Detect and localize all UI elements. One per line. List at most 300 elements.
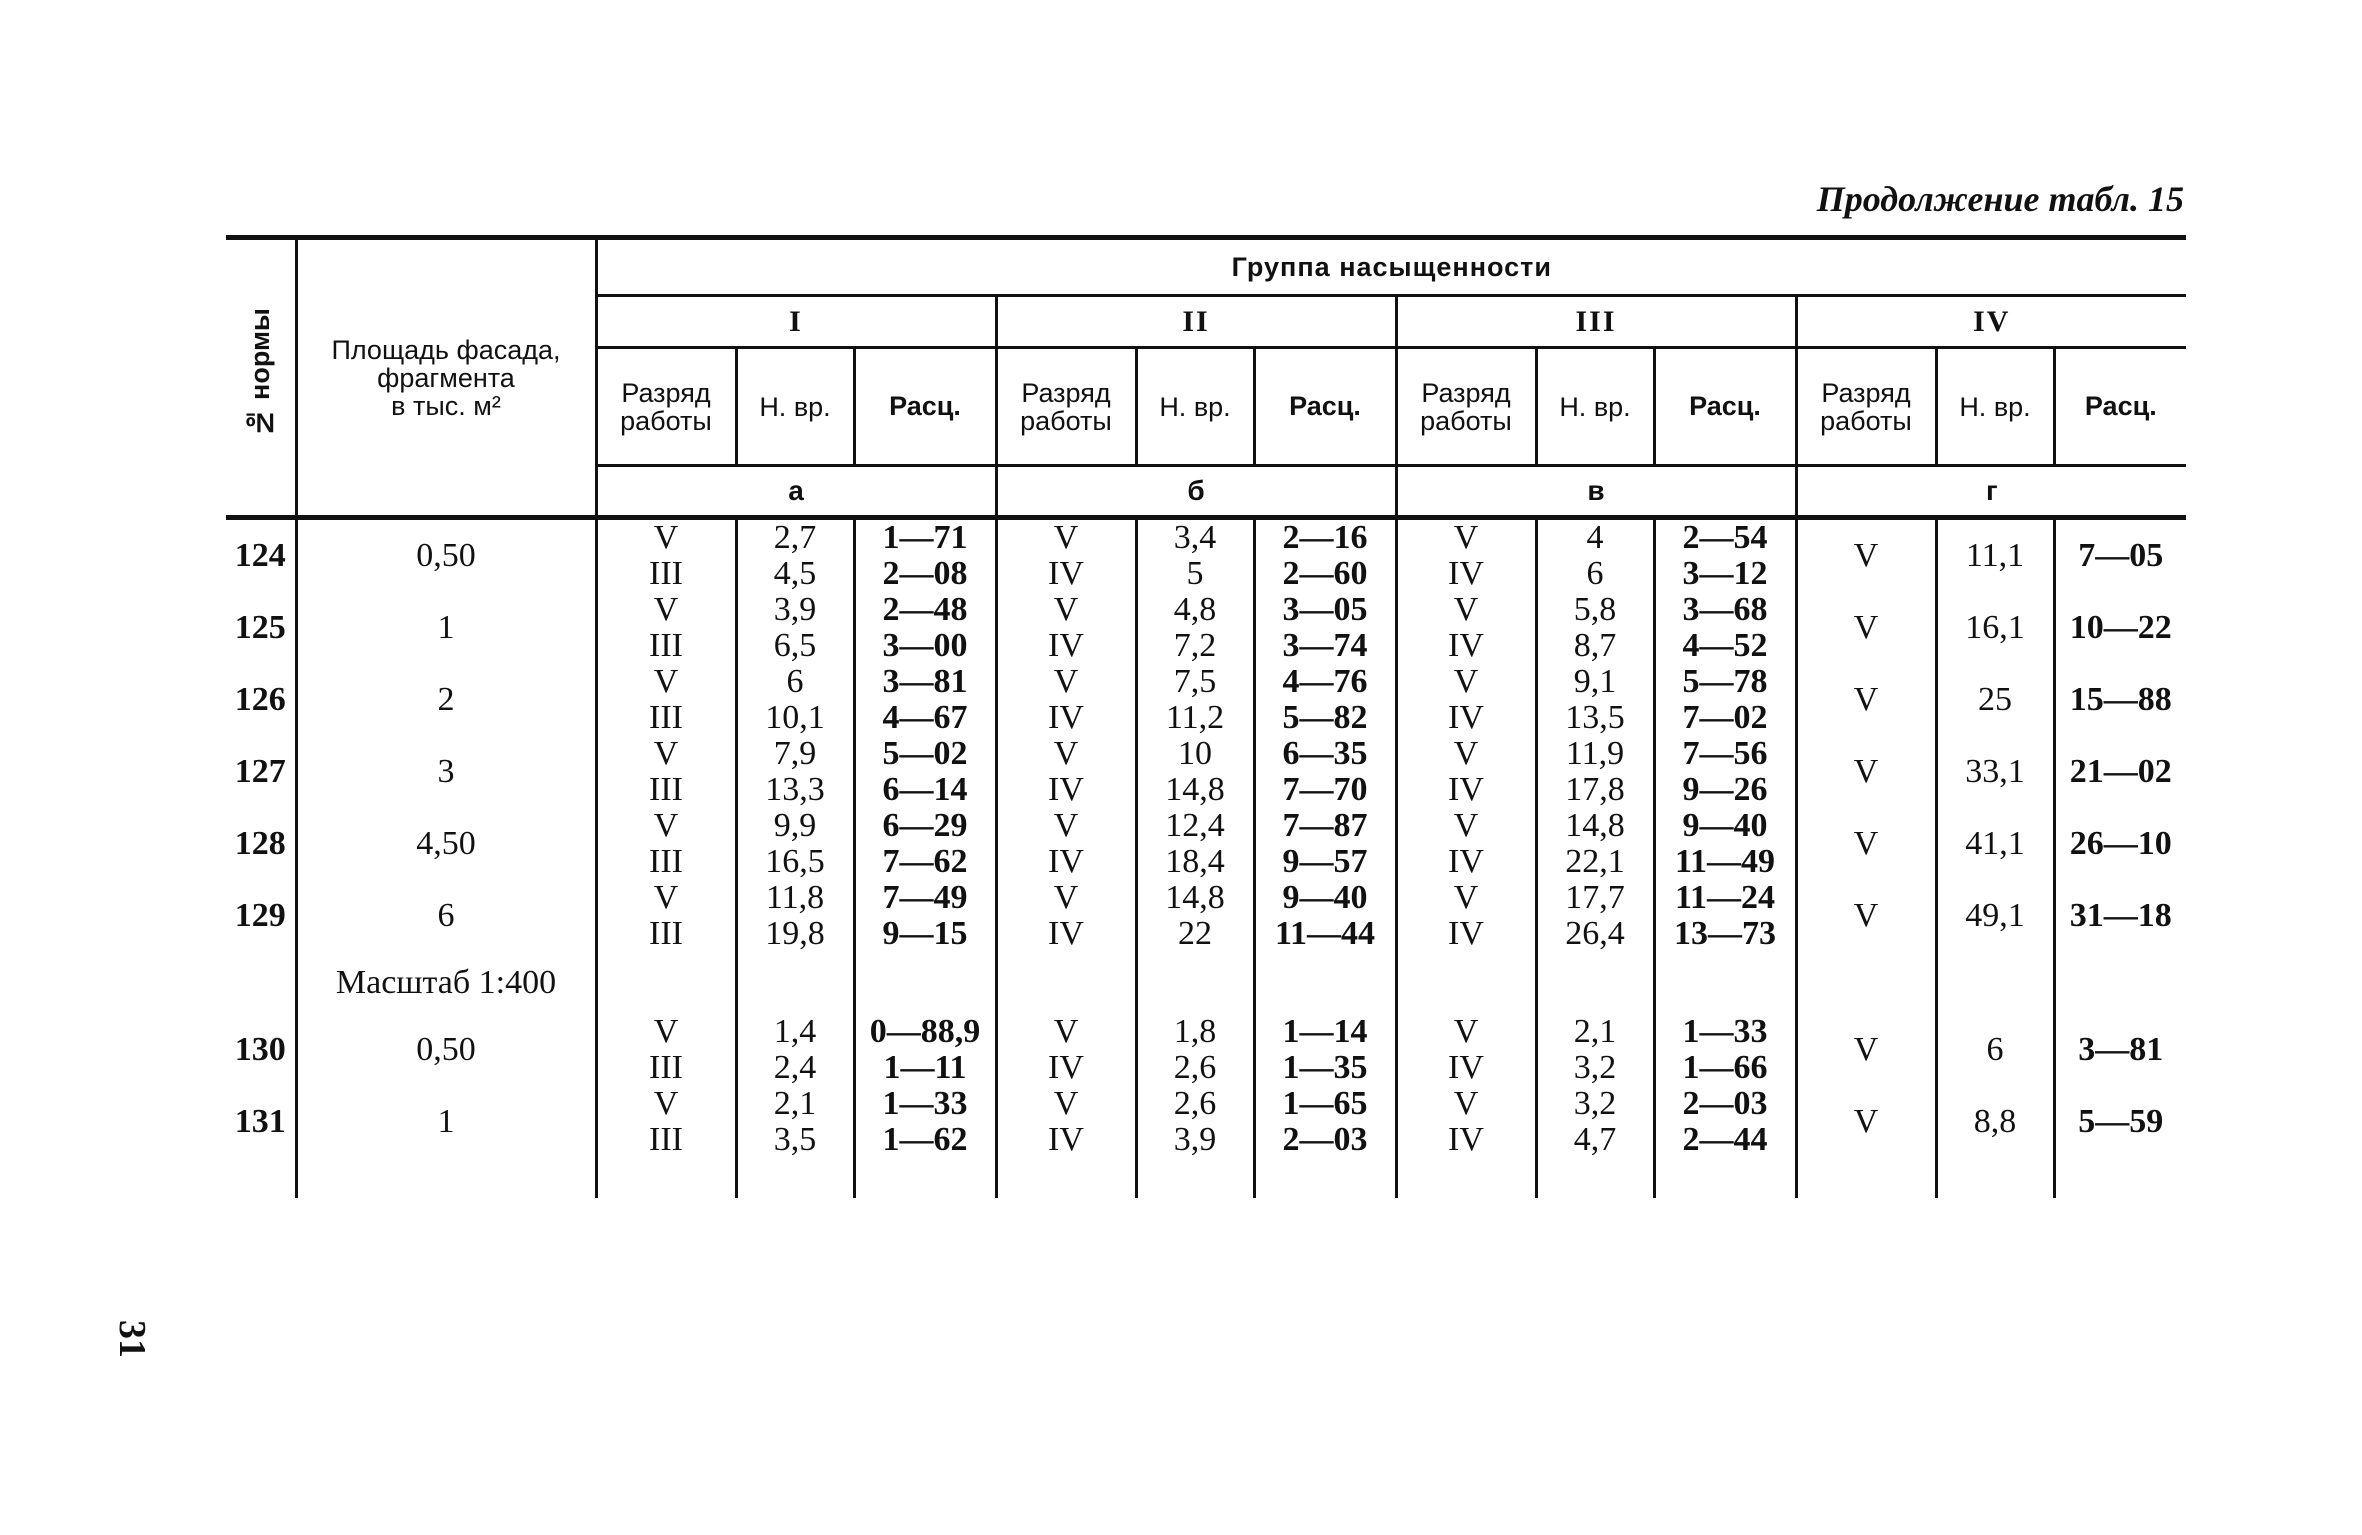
grade-cell: V — [1796, 736, 1936, 808]
cell-line: 9—15 — [882, 915, 968, 952]
scale-row — [226, 952, 2186, 1014]
empty-cell — [1796, 952, 1936, 1014]
cell-line: 0—88,9 — [869, 1013, 981, 1050]
cell-line: 9—40 — [1282, 879, 1368, 916]
grade-cell — [596, 592, 736, 664]
cell-line: IV — [1048, 771, 1084, 808]
cell-line: 17,7 — [1565, 879, 1625, 916]
cell-line: 9—57 — [1282, 843, 1368, 880]
grade-cell — [1396, 664, 1536, 736]
cell-line: 3,9 — [1173, 1121, 1217, 1158]
grade-cell: V — [1796, 808, 1936, 880]
cell-line: 10,1 — [765, 699, 825, 736]
cell-line: 7—70 — [1282, 771, 1368, 808]
cell-line: 9—40 — [1682, 807, 1768, 844]
empty-cell — [736, 1158, 854, 1198]
cell-line: IV — [1048, 843, 1084, 880]
grade-header-line: работы — [1820, 405, 1912, 436]
cell-line: 22,1 — [1565, 843, 1625, 880]
grade-cell — [1396, 1014, 1536, 1086]
rate-cell: 5—59 — [2054, 1086, 2186, 1158]
empty-cell — [854, 952, 996, 1014]
cell-line: 4 — [1586, 519, 1604, 556]
grade-cell — [596, 736, 736, 808]
cell-line: 3,2 — [1573, 1049, 1617, 1086]
cell-line: 11,2 — [1165, 699, 1225, 736]
cell-line: 2—54 — [1682, 519, 1768, 556]
cell-line: 1—11 — [883, 1049, 967, 1086]
cell-line: 3,2 — [1573, 1085, 1617, 1122]
cell-line: V — [653, 879, 679, 916]
rate-cell: 7—05 — [2054, 518, 2186, 593]
grade-header-line: Разряд — [621, 377, 711, 408]
cell-line: IV — [1048, 1121, 1084, 1158]
time-cell — [736, 1086, 854, 1158]
cell-line: 3—05 — [1282, 591, 1368, 628]
grade-cell — [996, 518, 1136, 593]
time-cell — [1136, 736, 1254, 808]
rate-column-header: Расц. — [1254, 348, 1396, 466]
cell-line: 3—74 — [1282, 627, 1368, 664]
rate-cell — [1254, 664, 1396, 736]
cell-line: 4,8 — [1173, 591, 1217, 628]
empty-cell — [1654, 1158, 1796, 1198]
rate-cell: 10—22 — [2054, 592, 2186, 664]
time-cell: 11,1 — [1936, 518, 2054, 593]
empty-cell — [996, 952, 1136, 1014]
cell-line: 3—12 — [1682, 555, 1768, 592]
facade-area: 2 — [296, 664, 596, 736]
cell-line: V — [1053, 1085, 1079, 1122]
cell-line: 1,4 — [773, 1013, 817, 1050]
empty-cell — [596, 952, 736, 1014]
cell-line: V — [1053, 519, 1079, 556]
cell-line: 3—68 — [1682, 591, 1768, 628]
cell-line: 2—44 — [1682, 1121, 1768, 1158]
saturation-group-header: Группа насыщенности — [596, 238, 2186, 296]
cell-line: 2—16 — [1282, 519, 1368, 556]
rate-cell — [854, 1014, 996, 1086]
empty-cell — [1654, 952, 1796, 1014]
cell-line: V — [1053, 807, 1079, 844]
cell-line: 1—66 — [1682, 1049, 1768, 1086]
facade-area: 0,50 — [296, 1014, 596, 1086]
table-row — [226, 518, 2186, 593]
time-cell — [1536, 736, 1654, 808]
grade-cell — [596, 518, 736, 593]
cell-line: IV — [1048, 555, 1084, 592]
norm-number: 127 — [234, 753, 286, 790]
cell-line: 4—67 — [882, 699, 968, 736]
cell-line: IV — [1048, 627, 1084, 664]
time-cell: 49,1 — [1936, 880, 2054, 952]
scale-label: Масштаб 1:400 — [296, 952, 596, 1014]
cell-line: IV — [1048, 1049, 1084, 1086]
time-cell — [1136, 808, 1254, 880]
grade-cell — [996, 736, 1136, 808]
grade-cell — [1396, 808, 1536, 880]
cell-line: 3—00 — [882, 627, 968, 664]
grade-header-line: работы — [620, 405, 712, 436]
time-cell — [736, 1014, 854, 1086]
grade-cell — [596, 1086, 736, 1158]
cell-line: III — [649, 627, 683, 664]
group-header-2: II — [996, 296, 1396, 348]
cell-line: III — [649, 915, 683, 952]
time-cell: 16,1 — [1936, 592, 2054, 664]
time-cell: 25 — [1936, 664, 2054, 736]
area-header — [296, 238, 596, 518]
rate-column-header: Расц. — [2054, 348, 2186, 466]
cell-line: 12,4 — [1165, 807, 1225, 844]
time-cell: 41,1 — [1936, 808, 2054, 880]
norm-number-header — [226, 238, 296, 518]
rate-cell — [1654, 1086, 1796, 1158]
time-cell: 6 — [1936, 1014, 2054, 1086]
rate-cell — [1254, 808, 1396, 880]
cell-line: IV — [1448, 771, 1484, 808]
cell-line: 4—52 — [1682, 627, 1768, 664]
cell-line: 2—03 — [1682, 1085, 1768, 1122]
time-cell — [736, 592, 854, 664]
cell-line: III — [649, 699, 683, 736]
cell-line: III — [649, 843, 683, 880]
time-cell — [736, 808, 854, 880]
cell-line: V — [1453, 1013, 1479, 1050]
cell-line: V — [1453, 663, 1479, 700]
cell-line: 7—49 — [882, 879, 968, 916]
cell-line: 17,8 — [1565, 771, 1625, 808]
cell-line: 11—49 — [1674, 843, 1776, 880]
sub-letter-g: г — [1796, 466, 2186, 518]
norm-number: 126 — [234, 681, 286, 718]
cell-line: IV — [1448, 1049, 1484, 1086]
empty-cell — [1536, 952, 1654, 1014]
cell-line: IV — [1448, 843, 1484, 880]
time-cell — [736, 518, 854, 593]
cell-line: 2—03 — [1282, 1121, 1368, 1158]
time-cell — [1536, 592, 1654, 664]
grade-cell — [996, 664, 1136, 736]
cell-line: 6—35 — [1282, 735, 1368, 772]
rate-cell — [1654, 1014, 1796, 1086]
cell-line: IV — [1448, 555, 1484, 592]
rate-cell — [1254, 736, 1396, 808]
rate-cell: 15—88 — [2054, 664, 2186, 736]
time-cell — [1136, 1014, 1254, 1086]
time-cell — [1536, 1086, 1654, 1158]
rate-cell — [854, 518, 996, 593]
table-body — [226, 518, 2186, 1199]
cell-line: 14,8 — [1565, 807, 1625, 844]
grade-cell — [1396, 736, 1536, 808]
grade-cell — [996, 808, 1136, 880]
empty-cell — [736, 952, 854, 1014]
rate-cell — [854, 880, 996, 952]
cell-line: IV — [1448, 915, 1484, 952]
cell-line: 7,2 — [1173, 627, 1217, 664]
cell-line: V — [653, 519, 679, 556]
grade-cell — [1396, 518, 1536, 593]
cell-line: 22 — [1178, 915, 1212, 952]
grade-header-line: Разряд — [1821, 377, 1911, 408]
cell-line: V — [653, 1085, 679, 1122]
time-cell — [736, 664, 854, 736]
time-column-header: Н. вр. — [1536, 348, 1654, 466]
cell-line: 4—76 — [1282, 663, 1368, 700]
table-row — [226, 664, 2186, 736]
grade-cell — [996, 1086, 1136, 1158]
cell-line: 6 — [786, 663, 804, 700]
grade-cell — [596, 808, 736, 880]
empty-cell — [1396, 952, 1536, 1014]
table-end-spacer — [226, 1158, 2186, 1198]
rate-cell — [1254, 1014, 1396, 1086]
rate-cell: 26—10 — [2054, 808, 2186, 880]
grade-cell — [596, 880, 736, 952]
cell-line: IV — [1448, 699, 1484, 736]
grade-cell — [1396, 1086, 1536, 1158]
grade-cell — [596, 1014, 736, 1086]
cell-line: III — [649, 1121, 683, 1158]
empty-cell — [1796, 1158, 1936, 1198]
empty-cell — [1936, 952, 2054, 1014]
cell-line: 5,8 — [1573, 591, 1617, 628]
grade-cell: V — [1796, 518, 1936, 593]
group-header-1: I — [596, 296, 996, 348]
cell-line: V — [1053, 591, 1079, 628]
empty-cell — [226, 1158, 296, 1198]
cell-line: V — [653, 735, 679, 772]
grade-column-header — [596, 348, 736, 466]
rate-cell — [854, 808, 996, 880]
cell-line: 5 — [1186, 555, 1204, 592]
grade-cell — [1396, 592, 1536, 664]
table-row — [226, 1086, 2186, 1158]
time-cell — [1536, 808, 1654, 880]
cell-line: IV — [1048, 915, 1084, 952]
time-cell — [1536, 664, 1654, 736]
cell-line: 7,9 — [773, 735, 817, 772]
cell-line: 2,6 — [1173, 1049, 1217, 1086]
norm-number: 130 — [234, 1031, 286, 1068]
cell-line: 3,4 — [1173, 519, 1217, 556]
time-cell — [1536, 1014, 1654, 1086]
grade-cell — [996, 1014, 1136, 1086]
empty-cell — [1254, 1158, 1396, 1198]
cell-line: 1—62 — [882, 1121, 968, 1158]
cell-line: 13,5 — [1565, 699, 1625, 736]
empty-cell — [296, 1158, 596, 1198]
cell-line: 19,8 — [765, 915, 825, 952]
cell-line: 7—62 — [882, 843, 968, 880]
time-cell — [1136, 592, 1254, 664]
cell-line: 2,4 — [773, 1049, 817, 1086]
grade-column-header — [996, 348, 1136, 466]
cell-line: 2—48 — [882, 591, 968, 628]
cell-line: 7—56 — [1682, 735, 1768, 772]
cell-line: V — [1453, 807, 1479, 844]
grade-cell: V — [1796, 1014, 1936, 1086]
grade-cell — [596, 664, 736, 736]
norm-number: 131 — [234, 1103, 286, 1140]
grade-cell: V — [1796, 1086, 1936, 1158]
cell-line: 3,5 — [773, 1121, 817, 1158]
table-row — [226, 592, 2186, 664]
norm-number: 129 — [234, 897, 286, 934]
rate-cell: 21—02 — [2054, 736, 2186, 808]
cell-line: V — [1453, 519, 1479, 556]
table-row — [226, 1014, 2186, 1086]
time-cell — [1536, 518, 1654, 593]
cell-line: IV — [1448, 1121, 1484, 1158]
cell-line: 9—26 — [1682, 771, 1768, 808]
grade-column-header — [1796, 348, 1936, 466]
cell-line: 13—73 — [1674, 915, 1776, 952]
rate-cell — [854, 736, 996, 808]
cell-line: 4,5 — [773, 555, 817, 592]
norm-number: 124 — [234, 537, 286, 574]
rate-cell — [1654, 736, 1796, 808]
time-cell: 33,1 — [1936, 736, 2054, 808]
cell-line: 16,5 — [765, 843, 825, 880]
cell-line: 9,1 — [1573, 663, 1617, 700]
rate-cell — [1254, 518, 1396, 593]
cell-line: 14,8 — [1165, 771, 1225, 808]
empty-cell — [2054, 952, 2186, 1014]
cell-line: 3—81 — [882, 663, 968, 700]
norm-number-header-label: № нормы — [244, 308, 275, 438]
cell-line: 2—08 — [882, 555, 968, 592]
cell-line: 3,9 — [773, 591, 817, 628]
grade-header-line: Разряд — [1021, 377, 1111, 408]
rate-cell: 31—18 — [2054, 880, 2186, 952]
cell-line: III — [649, 771, 683, 808]
cell-line: 1—33 — [1682, 1013, 1768, 1050]
time-cell — [1136, 664, 1254, 736]
area-header-line: фрагмента — [377, 362, 515, 393]
cell-line: III — [649, 555, 683, 592]
rate-cell — [1254, 880, 1396, 952]
page-number: 31 — [111, 1320, 153, 1358]
time-cell — [1536, 880, 1654, 952]
cell-line: 6 — [1586, 555, 1604, 592]
facade-area: 3 — [296, 736, 596, 808]
cell-line: 5—02 — [882, 735, 968, 772]
time-cell — [1136, 1086, 1254, 1158]
area-header-line: Площадь фасада, — [331, 334, 561, 365]
cell-line: 26,4 — [1565, 915, 1625, 952]
cell-line: V — [1453, 735, 1479, 772]
cell-line: 9,9 — [773, 807, 817, 844]
cell-line: 18,4 — [1165, 843, 1225, 880]
norms-table — [226, 235, 2186, 1198]
cell-line: 11,8 — [765, 879, 825, 916]
group-header-3: III — [1396, 296, 1796, 348]
norm-number: 128 — [234, 825, 286, 862]
time-cell — [736, 880, 854, 952]
grade-cell — [996, 880, 1136, 952]
rate-cell — [854, 1086, 996, 1158]
cell-line: 11,9 — [1565, 735, 1625, 772]
facade-area: 1 — [296, 592, 596, 664]
cell-line: 6—29 — [882, 807, 968, 844]
cell-line: 1—65 — [1282, 1085, 1368, 1122]
empty-cell — [596, 1158, 736, 1198]
cell-line: 1—33 — [882, 1085, 968, 1122]
cell-line: V — [653, 591, 679, 628]
cell-line: V — [1053, 663, 1079, 700]
cell-line: V — [653, 1013, 679, 1050]
cell-line: 1,8 — [1173, 1013, 1217, 1050]
time-column-header: Н. вр. — [1136, 348, 1254, 466]
cell-line: 1—71 — [882, 519, 968, 556]
empty-cell — [1396, 1158, 1536, 1198]
time-cell — [1136, 518, 1254, 593]
cell-line: 2,1 — [1573, 1013, 1617, 1050]
grade-cell — [996, 592, 1136, 664]
cell-line: 1—35 — [1282, 1049, 1368, 1086]
rate-cell — [1654, 664, 1796, 736]
cell-line: V — [1053, 735, 1079, 772]
facade-area: 4,50 — [296, 808, 596, 880]
rate-cell: 3—81 — [2054, 1014, 2186, 1086]
grade-cell: V — [1796, 592, 1936, 664]
facade-area: 1 — [296, 1086, 596, 1158]
rate-cell — [1654, 880, 1796, 952]
cell-line: 5—78 — [1682, 663, 1768, 700]
sub-letter-b: б — [996, 466, 1396, 518]
cell-line: 13,3 — [765, 771, 825, 808]
norm-number: 125 — [234, 609, 286, 646]
cell-line: 8,7 — [1573, 627, 1617, 664]
rate-column-header: Расц. — [1654, 348, 1796, 466]
cell-line: 11—24 — [1674, 879, 1776, 916]
empty-cell — [854, 1158, 996, 1198]
grade-header-line: Разряд — [1421, 377, 1511, 408]
cell-line: V — [1453, 591, 1479, 628]
rate-cell — [1654, 808, 1796, 880]
cell-line: 2,7 — [773, 519, 817, 556]
empty-cell — [1936, 1158, 2054, 1198]
empty-cell — [996, 1158, 1136, 1198]
table-row — [226, 736, 2186, 808]
grade-header-line: работы — [1420, 405, 1512, 436]
group-header-4: IV — [1796, 296, 2186, 348]
cell-line: V — [1453, 879, 1479, 916]
cell-line: IV — [1448, 627, 1484, 664]
table-header — [226, 238, 2186, 518]
rate-column-header: Расц. — [854, 348, 996, 466]
table-row — [226, 880, 2186, 952]
empty-cell — [226, 952, 296, 1014]
cell-line: 7—87 — [1282, 807, 1368, 844]
cell-line: 2,6 — [1173, 1085, 1217, 1122]
rate-cell — [1654, 592, 1796, 664]
time-cell: 8,8 — [1936, 1086, 2054, 1158]
facade-area: 0,50 — [296, 518, 596, 593]
table-continuation-label: Продолжение табл. 15 — [1816, 179, 2184, 219]
cell-line: IV — [1048, 699, 1084, 736]
rate-cell — [854, 592, 996, 664]
cell-line: 10 — [1178, 735, 1212, 772]
sub-letter-v: в — [1396, 466, 1796, 518]
cell-line: III — [649, 1049, 683, 1086]
cell-line: 2—60 — [1282, 555, 1368, 592]
time-column-header: Н. вр. — [1936, 348, 2054, 466]
sub-letter-a: а — [596, 466, 996, 518]
cell-line: V — [1053, 1013, 1079, 1050]
